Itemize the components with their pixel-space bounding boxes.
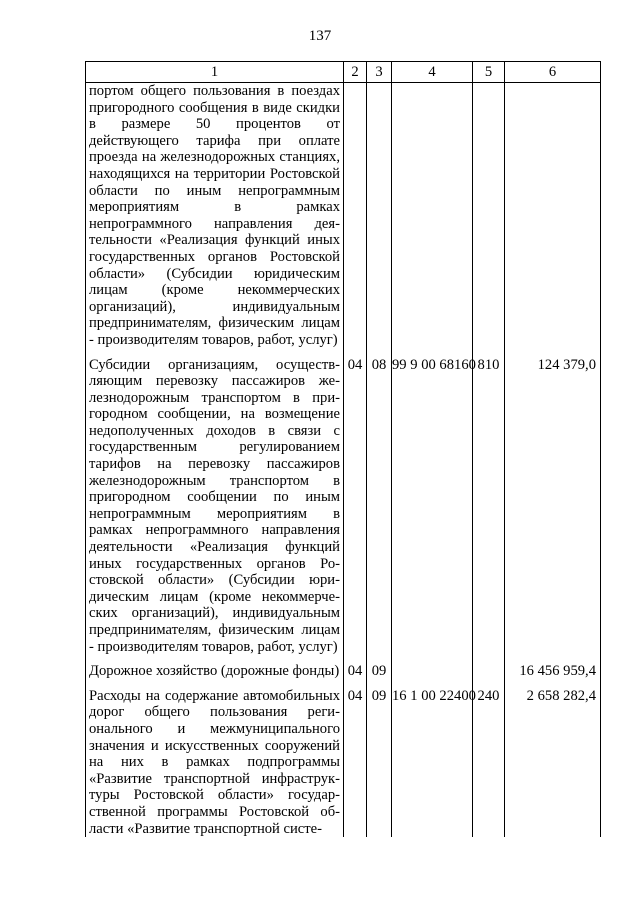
table-row [86,83,601,349]
row-csr: 99 9 00 68160 [392,357,473,656]
row-description: портом общего пользования в поездах пригородного сообщения в виде скидки в размере 50 процентов от действующего тарифа при оплате проезда на железнодорожных станциях, находящихся на территории Ростовской области по иным непрограммным мероприятиям в рамках непрограммного направления деятельности «Реализация функций иных государственных органов Ростовской области» (Субсидии юридическим лицам (кроме некоммерческих организаций), индивидуальным предпринимателям, физическим лицам - производителям товаров, работ, услуг) [86,83,344,349]
row-rz: 04 [344,663,367,680]
row-amount: 16 456 959,4 [505,663,601,680]
row-pr: 09 [367,663,392,680]
row-description: Субсидии организациям, осуществляющим перевозку пассажиров железнодорожным транспортом в пригородном сообщении, на возмещение недополученных доходов в связи с государственным регулированием тарифов на перевозку пассажиров железнодорожным транспортом в пригородном сообщении по иным непрограммным мероприятиям в рамках непрограммного направления деятельности «Реализация функций иных государственных органов Ростовской области» (Субсидии юридическим лицам (кроме некоммерческих организаций), индивидуальным предпринимателям, физическим лицам - производителям товаров, работ, услуг) [86,357,344,656]
page-number: 137 [308,28,332,44]
row-rz: 04 [344,688,367,837]
header-col-4: 4 [392,62,473,83]
row-csr [392,663,473,680]
row-amount: 124 379,0 [505,357,601,656]
header-col-5: 5 [473,62,505,83]
row-description: Расходы на содержание автомобильных дорог общего пользования регионального и межмуниципального значения и искусственных сооружений на них в рамках подпрограммы «Развитие транспортной инфраструктуры Ростовской области» государственной программы Ростовской области «Развитие транспортной систе- [86,688,344,837]
header-col-2: 2 [344,62,367,83]
row-gap [86,680,601,688]
header-col-6: 6 [505,62,601,83]
row-gap [86,349,601,357]
row-gap [86,655,601,663]
row-vr [473,663,505,680]
header-row [86,62,601,83]
table-row [86,357,601,656]
table-row [86,663,601,680]
header-col-1: 1 [86,62,344,83]
row-pr: 09 [367,688,392,837]
row-csr [392,83,473,349]
row-pr [367,83,392,349]
budget-table [85,61,601,837]
row-csr: 16 1 00 22400 [392,688,473,837]
row-rz: 04 [344,357,367,656]
table-row [86,688,601,837]
row-vr [473,83,505,349]
row-vr: 240 [473,688,505,837]
row-amount: 2 658 282,4 [505,688,601,837]
row-vr: 810 [473,357,505,656]
row-pr: 08 [367,357,392,656]
header-col-3: 3 [367,62,392,83]
row-rz [344,83,367,349]
row-amount [505,83,601,349]
row-description: Дорожное хозяйство (дорожные фонды) [86,663,344,680]
